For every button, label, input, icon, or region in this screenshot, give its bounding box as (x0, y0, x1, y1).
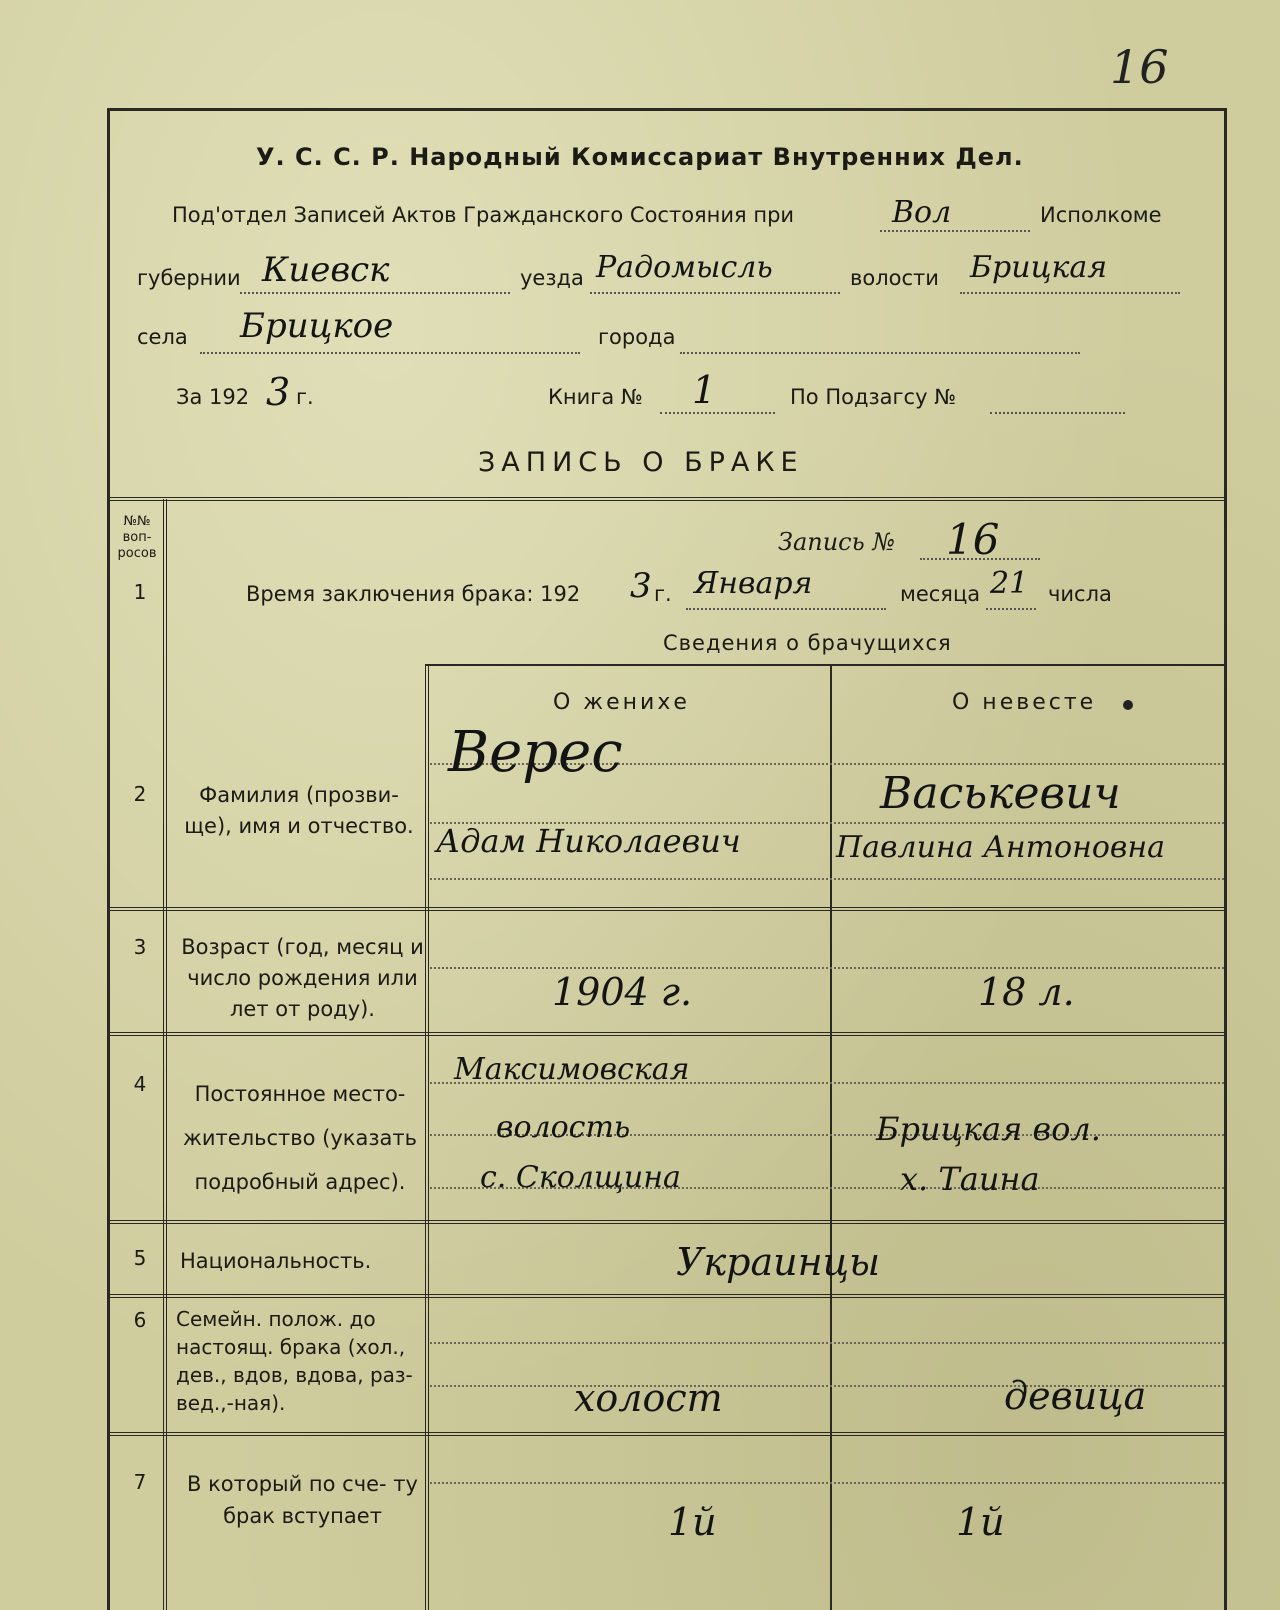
row-border-3 (110, 907, 1224, 911)
nationality: Украинцы (676, 1240, 881, 1284)
day-label: числа (1048, 582, 1112, 606)
book-label: Книга № (548, 385, 643, 409)
pri-handwriting: Вол (892, 195, 952, 230)
section-title: Сведения о брачущихся (663, 631, 952, 655)
groom-surname: Верес (448, 720, 623, 785)
bride-residence-2: х. Таина (900, 1160, 1040, 1198)
bride-age: 18 л. (978, 970, 1075, 1014)
row-border-7 (110, 1432, 1224, 1436)
groom-status: холост (574, 1376, 723, 1420)
month-line (686, 608, 886, 610)
record-no-handwriting: 16 (946, 515, 1000, 564)
label-col-border (425, 664, 429, 1610)
uezd-line (590, 292, 840, 294)
section-divider (425, 664, 1224, 666)
gubernia-label: губернии (137, 266, 241, 290)
subdept-prefix: Под'отдел Записей Актов Гражданского Состояния при (172, 203, 795, 227)
dotted-rule (430, 878, 1224, 880)
marriage-month-handwriting: Января (694, 566, 813, 601)
groom-column-header: О женихе (553, 690, 690, 715)
gorod-line (680, 352, 1080, 354)
row-label-2: Фамилия (прозви- ще), имя и отчество. (184, 783, 414, 838)
row-label-6: Семейн. полож. до настоящ. брака (хол., дев., вдов, вдова, раз- вед.,-ная). (176, 1307, 413, 1415)
groom-name: Адам Николаевич (436, 822, 741, 860)
time-label: Время заключения брака: 192 (246, 582, 581, 606)
row-label-7: В который по сче- ту брак вступает (187, 1472, 418, 1528)
year-label: За 192 (176, 385, 250, 409)
questions-header: №№ воп- росов (117, 514, 157, 561)
row-number-5: 5 (133, 1246, 147, 1270)
row-number-3: 3 (133, 935, 147, 959)
row-label-5: Национальность. (180, 1249, 372, 1273)
gubernia-line (240, 292, 510, 294)
groom-residence-3: с. Сколщина (480, 1160, 681, 1195)
book-line (660, 412, 775, 414)
bride-status: девица (1004, 1374, 1147, 1418)
table-top-border (110, 497, 1224, 501)
uezd-handwriting: Радомысль (596, 250, 773, 285)
row-border-6 (110, 1294, 1224, 1298)
row-number-6: 6 (133, 1308, 147, 1332)
ink-blot (1123, 700, 1133, 710)
podzags-label: По Подзагсу № (790, 385, 957, 409)
row-label-4: Постоянное место- жительство (указать подробный адрес). (182, 1082, 417, 1194)
dotted-rule (430, 1482, 1224, 1484)
groom-residence-1: Максимовская (454, 1052, 690, 1087)
marriage-year-handwriting: 3 (630, 566, 652, 606)
row-number-2: 2 (133, 782, 147, 806)
volost-handwriting: Брицкая (970, 250, 1108, 285)
bride-surname: Васькевич (880, 768, 1121, 819)
selo-handwriting: Брицкое (240, 306, 394, 346)
row-border-4 (110, 1032, 1224, 1036)
row-number-7: 7 (133, 1470, 147, 1494)
bride-marriage-count: 1й (956, 1500, 1005, 1544)
year-suffix: г. (296, 385, 314, 409)
row-number-1: 1 (133, 580, 147, 604)
selo-label: села (137, 325, 188, 349)
bride-name: Павлина Антоновна (836, 830, 1166, 865)
form-title: У. С. С. Р. Народный Комиссариат Внутренних Дел. (256, 143, 1024, 171)
volost-line (960, 292, 1180, 294)
groom-marriage-count: 1й (668, 1500, 717, 1544)
time-g: г. (654, 582, 672, 606)
podzags-line (990, 412, 1125, 414)
dotted-rule (430, 1342, 1224, 1344)
page-number: 16 (1110, 40, 1169, 94)
selo-line (200, 352, 580, 354)
dotted-rule (430, 967, 1224, 969)
record-title: ЗАПИСЬ О БРАКЕ (478, 447, 804, 478)
pri-line (880, 230, 1030, 232)
book-handwriting: 1 (692, 368, 717, 412)
month-label: месяца (900, 582, 981, 606)
gubernia-handwriting: Киевск (262, 250, 390, 290)
subdept-suffix: Исполкоме (1040, 203, 1162, 227)
groom-residence-2: волость (496, 1110, 631, 1145)
row-number-4: 4 (133, 1072, 147, 1096)
year-handwriting: 3 (266, 370, 291, 414)
groom-bride-divider (830, 664, 832, 1610)
bride-column-header: О невесте (952, 690, 1097, 715)
record-no-label: Запись № (778, 528, 896, 556)
day-line (986, 608, 1036, 610)
groom-birth: 1904 г. (552, 970, 693, 1014)
row-label-3: Возраст (год, месяц и число рождения или лет от роду). (181, 935, 424, 1021)
volost-label: волости (850, 266, 939, 290)
bride-residence-1: Брицкая вол. (876, 1110, 1101, 1148)
gorod-label: города (598, 325, 676, 349)
marriage-day-handwriting: 21 (990, 566, 1029, 601)
uezd-label: уезда (520, 266, 584, 290)
question-col-border (163, 499, 167, 1610)
row-border-5 (110, 1220, 1224, 1224)
